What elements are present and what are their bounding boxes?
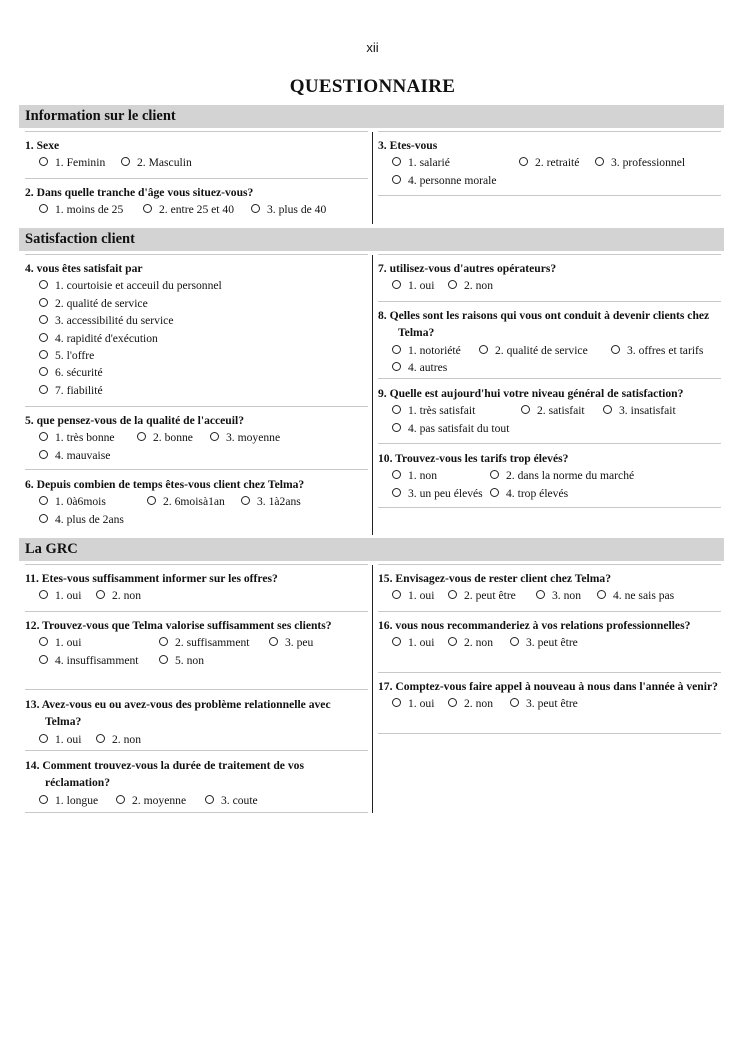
question-11	[25, 570, 368, 612]
radio-circle-icon	[39, 450, 48, 459]
radio-circle-icon	[39, 298, 48, 307]
question-5	[25, 412, 368, 470]
radio-circle-icon	[521, 405, 530, 414]
option-q12-5[interactable]: 5. non	[159, 652, 204, 669]
radio-circle-icon	[39, 514, 48, 523]
question-label: 3. Etes-vous	[378, 139, 438, 152]
option-q2-1[interactable]: 1. moins de 25	[39, 201, 123, 218]
radio-circle-icon	[39, 590, 48, 599]
question-label: 11. Etes-vous suffisamment informer sur les offres?	[25, 572, 278, 585]
radio-circle-icon	[392, 590, 401, 599]
question-1	[25, 137, 368, 179]
option-q14-2[interactable]: 2. moyenne	[116, 792, 186, 809]
option-q2-3[interactable]: 3. plus de 40	[251, 201, 326, 218]
radio-circle-icon	[510, 637, 519, 646]
option-q9-4[interactable]: 4. pas satisfait du tout	[392, 420, 509, 437]
radio-circle-icon	[39, 432, 48, 441]
radio-circle-icon	[392, 280, 401, 289]
radio-circle-icon	[39, 795, 48, 804]
radio-circle-icon	[603, 405, 612, 414]
option-q9-2[interactable]: 2. satisfait	[521, 402, 585, 419]
question-label: 13. Avez-vous eu ou avez-vous des problème relationnelle avec Telma?	[25, 698, 331, 729]
radio-circle-icon	[510, 698, 519, 707]
radio-circle-icon	[39, 157, 48, 166]
question-label: 5. que pensez-vous de la qualité de l'acceuil?	[25, 414, 244, 427]
radio-circle-icon	[39, 315, 48, 324]
question-2	[25, 184, 368, 224]
option-q17-1[interactable]: 1. oui	[392, 695, 434, 712]
question-16	[378, 617, 721, 673]
radio-circle-icon	[392, 345, 401, 354]
radio-circle-icon	[39, 350, 48, 359]
option-q9-3[interactable]: 3. insatisfait	[603, 402, 676, 419]
radio-circle-icon	[39, 280, 48, 289]
radio-circle-icon	[392, 637, 401, 646]
option-q11-2[interactable]: 2. non	[96, 587, 141, 604]
question-label: 6. Depuis combien de temps êtes-vous client chez Telma?	[25, 478, 305, 491]
option-q12-2[interactable]: 2. suffisamment	[159, 634, 250, 651]
radio-circle-icon	[251, 204, 260, 213]
option-q3-1[interactable]: 1. salarié	[392, 154, 450, 171]
question-label: 17. Comptez-vous faire appel à nouveau à nous dans l'année à venir?	[378, 680, 718, 693]
option-q4-1[interactable]: 1. courtoisie et acceuil du personnel	[39, 277, 222, 294]
question-13	[25, 696, 368, 751]
radio-circle-icon	[137, 432, 146, 441]
question-label: 7. utilisez-vous d'autres opérateurs?	[378, 262, 557, 275]
column-divider	[372, 132, 373, 224]
question-9	[378, 385, 721, 444]
option-q1-2[interactable]: 2. Masculin	[121, 154, 192, 171]
radio-circle-icon	[392, 362, 401, 371]
column-divider	[372, 255, 373, 535]
radio-circle-icon	[147, 496, 156, 505]
question-label: 12. Trouvez-vous que Telma valorise suffisamment ses clients?	[25, 619, 332, 632]
radio-circle-icon	[39, 204, 48, 213]
radio-circle-icon	[39, 637, 48, 646]
question-6	[25, 476, 368, 535]
radio-circle-icon	[611, 345, 620, 354]
radio-circle-icon	[392, 470, 401, 479]
option-q3-4[interactable]: 4. personne morale	[392, 172, 497, 189]
question-label: 2. Dans quelle tranche d'âge vous situez-vous?	[25, 186, 254, 199]
question-14	[25, 757, 368, 813]
option-q6-2[interactable]: 2. 6moisà1an	[147, 493, 225, 510]
radio-circle-icon	[116, 795, 125, 804]
radio-circle-icon	[39, 734, 48, 743]
option-q16-3[interactable]: 3. peut être	[510, 634, 578, 651]
radio-circle-icon	[448, 637, 457, 646]
option-q12-4[interactable]: 4. insuffisamment	[39, 652, 139, 669]
radio-circle-icon	[392, 698, 401, 707]
page-number: xii	[366, 40, 379, 55]
option-q12-3[interactable]: 3. peu	[269, 634, 313, 651]
option-q3-3[interactable]: 3. professionnel	[595, 154, 685, 171]
option-q14-3[interactable]: 3. coute	[205, 792, 258, 809]
question-label: 1. Sexe	[25, 139, 60, 152]
question-15	[378, 570, 721, 612]
radio-circle-icon	[39, 367, 48, 376]
option-q13-2[interactable]: 2. non	[96, 731, 141, 748]
radio-circle-icon	[392, 423, 401, 432]
option-q12-1[interactable]: 1. oui	[39, 634, 81, 651]
option-q5-2[interactable]: 2. bonne	[137, 429, 193, 446]
option-q3-2[interactable]: 2. retraité	[519, 154, 579, 171]
radio-circle-icon	[39, 655, 48, 664]
option-q4-2[interactable]: 2. qualité de service	[39, 295, 148, 312]
question-7	[378, 260, 721, 302]
option-q4-5[interactable]: 5. l'offre	[39, 347, 94, 364]
section-header-info: Information sur le client	[19, 105, 724, 128]
option-q6-4[interactable]: 4. plus de 2ans	[39, 511, 124, 528]
radio-circle-icon	[205, 795, 214, 804]
question-3	[378, 137, 721, 196]
radio-circle-icon	[448, 698, 457, 707]
option-q8-3[interactable]: 3. offres et tarifs	[611, 342, 703, 359]
page-title: QUESTIONNAIRE	[289, 76, 456, 97]
radio-circle-icon	[536, 590, 545, 599]
radio-circle-icon	[143, 204, 152, 213]
question-10	[378, 450, 721, 508]
question-label: 15. Envisagez-vous de rester client chez Telma?	[378, 572, 612, 585]
option-q1-1[interactable]: 1. Feminin	[39, 154, 105, 171]
radio-circle-icon	[39, 333, 48, 342]
radio-circle-icon	[448, 590, 457, 599]
option-q8-4[interactable]: 4. autres	[392, 359, 447, 376]
option-q6-1[interactable]: 1. 0à6mois	[39, 493, 106, 510]
radio-circle-icon	[269, 637, 278, 646]
radio-circle-icon	[121, 157, 130, 166]
option-q8-1[interactable]: 1. notoriété	[392, 342, 461, 359]
radio-circle-icon	[96, 734, 105, 743]
option-q16-1[interactable]: 1. oui	[392, 634, 434, 651]
radio-circle-icon	[597, 590, 606, 599]
question-8	[378, 307, 721, 379]
option-q5-3[interactable]: 3. moyenne	[210, 429, 280, 446]
question-12	[25, 617, 368, 690]
question-label: 4. vous êtes satisfait par	[25, 262, 143, 275]
option-q10-2[interactable]: 2. dans la norme du marché	[490, 467, 634, 484]
option-q15-4[interactable]: 4. ne sais pas	[597, 587, 674, 604]
option-q4-7[interactable]: 7. fiabilité	[39, 382, 103, 399]
option-q5-1[interactable]: 1. très bonne	[39, 429, 115, 446]
radio-circle-icon	[392, 175, 401, 184]
question-label: 10. Trouvez-vous les tarifs trop élevés?	[378, 452, 569, 465]
question-label: 14. Comment trouvez-vous la durée de traitement de vos réclamation?	[25, 759, 304, 790]
option-q9-1[interactable]: 1. très satisfait	[392, 402, 475, 419]
option-q4-6[interactable]: 6. sécurité	[39, 364, 103, 381]
radio-circle-icon	[490, 470, 499, 479]
radio-circle-icon	[96, 590, 105, 599]
option-q10-3[interactable]: 3. un peu élevés	[392, 485, 483, 502]
option-q5-4[interactable]: 4. mauvaise	[39, 447, 110, 464]
option-q17-3[interactable]: 3. peut être	[510, 695, 578, 712]
option-q7-2[interactable]: 2. non	[448, 277, 493, 294]
radio-circle-icon	[392, 488, 401, 497]
radio-circle-icon	[479, 345, 488, 354]
radio-circle-icon	[241, 496, 250, 505]
option-q14-1[interactable]: 1. longue	[39, 792, 98, 809]
option-q6-3[interactable]: 3. 1à2ans	[241, 493, 301, 510]
option-q4-4[interactable]: 4. rapidité d'exécution	[39, 330, 158, 347]
column-divider	[372, 565, 373, 813]
question-label: 8. Qelles sont les raisons qui vous ont conduit à devenir clients chez Telma?	[378, 309, 710, 340]
radio-circle-icon	[448, 280, 457, 289]
radio-circle-icon	[392, 405, 401, 414]
radio-circle-icon	[39, 385, 48, 394]
option-q11-1[interactable]: 1. oui	[39, 587, 81, 604]
option-q15-3[interactable]: 3. non	[536, 587, 581, 604]
radio-circle-icon	[159, 655, 168, 664]
section-header-satisfaction: Satisfaction client	[19, 228, 724, 251]
option-q16-2[interactable]: 2. non	[448, 634, 493, 651]
question-label: 16. vous nous recommanderiez à vos relations professionnelles?	[378, 619, 691, 632]
option-q4-3[interactable]: 3. accessibilité du service	[39, 312, 173, 329]
option-q10-4[interactable]: 4. trop élevés	[490, 485, 568, 502]
option-q13-1[interactable]: 1. oui	[39, 731, 81, 748]
question-4	[25, 260, 368, 407]
option-q7-1[interactable]: 1. oui	[392, 277, 434, 294]
radio-circle-icon	[392, 157, 401, 166]
section-header-grc: La GRC	[19, 538, 724, 561]
option-q8-2[interactable]: 2. qualité de service	[479, 342, 588, 359]
radio-circle-icon	[39, 496, 48, 505]
radio-circle-icon	[595, 157, 604, 166]
radio-circle-icon	[490, 488, 499, 497]
radio-circle-icon	[519, 157, 528, 166]
radio-circle-icon	[210, 432, 219, 441]
option-q2-2[interactable]: 2. entre 25 et 40	[143, 201, 234, 218]
option-q15-1[interactable]: 1. oui	[392, 587, 434, 604]
radio-circle-icon	[159, 637, 168, 646]
question-17	[378, 678, 721, 734]
option-q15-2[interactable]: 2. peut être	[448, 587, 516, 604]
question-label: 9. Quelle est aujourd'hui votre niveau général de satisfaction?	[378, 387, 684, 400]
option-q17-2[interactable]: 2. non	[448, 695, 493, 712]
option-q10-1[interactable]: 1. non	[392, 467, 437, 484]
